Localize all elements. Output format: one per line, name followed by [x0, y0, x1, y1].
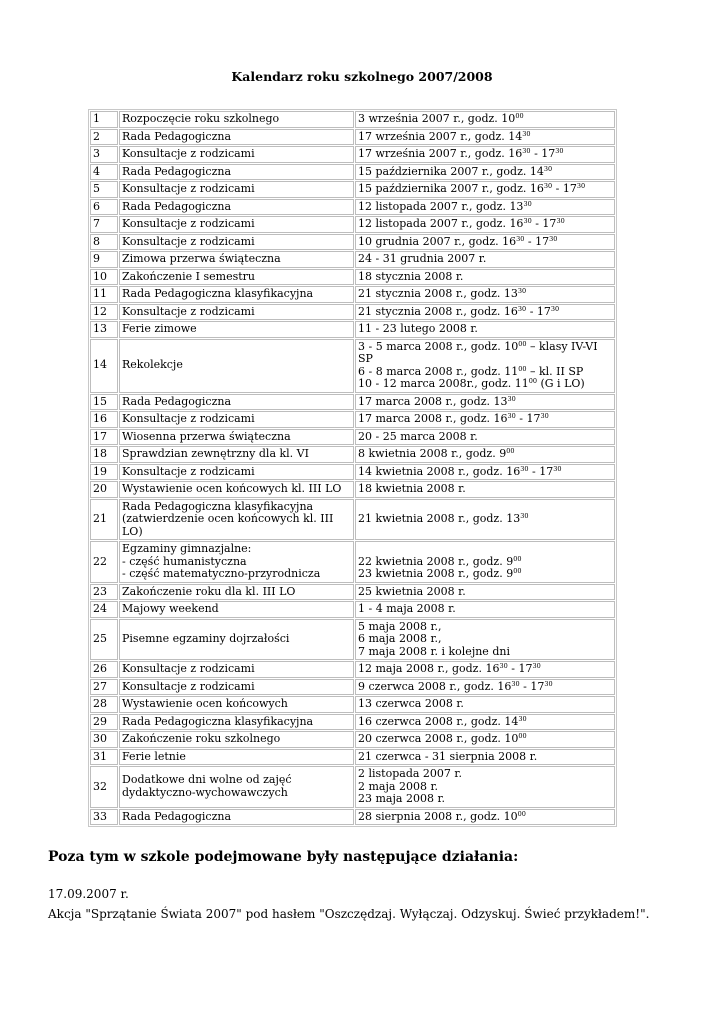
date-line: 17 września 2007 r., godz. $14^{30}$ [358, 129, 531, 143]
time-minutes: 00 [528, 377, 537, 385]
date-line: 22 kwietnia 2008 r., godz. $9^{00}$ [358, 554, 522, 568]
date-line: 25 kwietnia 2008 r. [358, 584, 466, 598]
date-line: 16 czerwca 2008 r., godz. $14^{30}$ [358, 714, 527, 728]
table-row [90, 619, 615, 661]
date-line: 7 maja 2008 r. i kolejne dni [358, 644, 510, 658]
table-row [90, 464, 615, 481]
date-line: 6 - 8 marca 2008 r., godz. $11^{00}$ – kl. II SP [358, 364, 584, 378]
event-line: Konsultacje z rodzicami [122, 147, 255, 160]
date-line: 23 kwietnia 2008 r., godz. $9^{00}$ [358, 567, 522, 580]
event-date [355, 411, 615, 428]
date-line: 12 listopada 2007 r., godz. $13^{30}$ [358, 199, 532, 213]
row-number: 3 [90, 146, 118, 163]
event-date [355, 766, 615, 808]
activity-description: Akcja "Sprzątanie Świata 2007" pod hasłem "Oszczędzaj. Wyłączaj. Odzyskuj. Świeć przykładem!". [48, 907, 650, 921]
time-minutes: 30 [532, 662, 541, 670]
date-line: 8 kwietnia 2008 r., godz. $9^{00}$ [358, 447, 515, 460]
event-name [119, 809, 354, 826]
date-line: 17 marca 2008 r., godz. $16^{30} - 17^{30}$ [358, 412, 549, 425]
date-line: 21 czerwca - 31 sierpnia 2008 r. [358, 749, 538, 763]
event-date [355, 286, 615, 303]
table-row [90, 731, 615, 748]
date-line: 18 stycznia 2008 r. [358, 269, 464, 283]
date-line: 3 września 2007 r., godz. $10^{00}$ [358, 112, 524, 125]
date-line: 14 kwietnia 2008 r., godz. $16^{30} - 17^{30}$ [358, 464, 562, 478]
date-line: 21 stycznia 2008 r., godz. $16^{30} - 17^{30}$ [358, 304, 560, 318]
date-line: 15 października 2007 r., godz. $14^{30}$ [358, 164, 553, 178]
time-minutes: 30 [540, 412, 549, 420]
time-minutes: 30 [516, 234, 525, 243]
event-line: Rada Pedagogiczna [122, 129, 232, 143]
row-number: 17 [90, 429, 118, 446]
table-row [90, 584, 615, 601]
event-line: Ferie zimowe [122, 322, 197, 335]
event-line: Egzaminy gimnazjalne: [122, 542, 252, 555]
time-minutes: 30 [544, 679, 553, 688]
event-date [355, 464, 615, 481]
event-name [119, 146, 354, 163]
row-number: 7 [90, 216, 118, 233]
date-line: 12 listopada 2007 r., godz. $16^{30} - 17^{30}$ [358, 217, 565, 230]
row-number: 27 [90, 679, 118, 696]
event-date [355, 749, 615, 766]
event-name [119, 661, 354, 678]
event-line: Rada Pedagogiczna klasyfikacyjna [122, 714, 314, 728]
row-number: 19 [90, 464, 118, 481]
row-number: 31 [90, 749, 118, 766]
table-row [90, 146, 615, 163]
date-line: 17 marca 2008 r., godz. $13^{30}$ [358, 394, 516, 408]
event-date [355, 199, 615, 216]
table-row [90, 601, 615, 618]
event-date [355, 731, 615, 748]
event-line: Wiosenna przerwa świąteczna [122, 429, 291, 443]
time-minutes: 30 [522, 147, 531, 155]
time-minutes: 30 [550, 304, 560, 313]
event-line: Konsultacje z rodzicami [122, 464, 255, 478]
event-date [355, 394, 615, 411]
row-number: 11 [90, 286, 118, 303]
event-line: (zatwierdzenie ocen końcowych kl. III LO) [122, 512, 334, 538]
time-minutes: 30 [517, 287, 527, 295]
time-minutes: 00 [518, 339, 527, 348]
time-minutes: 00 [513, 567, 522, 575]
event-name [119, 394, 354, 411]
event-name [119, 111, 354, 128]
event-date [355, 164, 615, 181]
activity-date: 17.09.2007 r. [48, 887, 129, 901]
event-line: Zimowa przerwa świąteczna [122, 252, 281, 265]
row-number: 16 [90, 411, 118, 428]
event-line: Majowy weekend [122, 602, 219, 615]
table-row [90, 696, 615, 713]
date-line: 6 maja 2008 r., [358, 632, 442, 645]
time-minutes: 30 [517, 304, 527, 313]
time-minutes: 00 [513, 554, 522, 563]
event-name [119, 411, 354, 428]
calendar-table-body [90, 111, 615, 825]
event-name [119, 481, 354, 498]
event-name [119, 446, 354, 463]
event-line: - część matematyczno-przyrodnicza [122, 567, 321, 580]
row-number: 2 [90, 129, 118, 146]
table-row [90, 269, 615, 286]
event-line: Konsultacje z rodzicami [122, 217, 255, 230]
table-row [90, 251, 615, 268]
table-row [90, 499, 615, 541]
row-number: 4 [90, 164, 118, 181]
date-line: 21 kwietnia 2008 r., godz. $13^{30}$ [358, 512, 529, 525]
time-minutes: 30 [518, 714, 527, 723]
row-number: 25 [90, 619, 118, 661]
time-minutes: 00 [517, 809, 526, 818]
event-date [355, 809, 615, 826]
event-date [355, 601, 615, 618]
time-minutes: 30 [499, 662, 508, 670]
time-minutes: 30 [523, 217, 532, 225]
event-name [119, 216, 354, 233]
event-line: Konsultacje z rodzicami [122, 662, 255, 675]
row-number: 29 [90, 714, 118, 731]
time-minutes: 30 [576, 182, 586, 190]
date-line: 10 grudnia 2007 r., godz. $16^{30} - 17^{30}$ [358, 234, 558, 248]
time-minutes: 30 [549, 234, 558, 243]
row-number: 30 [90, 731, 118, 748]
event-line: Rada Pedagogiczna [122, 164, 232, 178]
table-row [90, 809, 615, 826]
event-date [355, 619, 615, 661]
event-line: Dodatkowe dni wolne od zajęć [122, 773, 292, 787]
event-date [355, 304, 615, 321]
time-minutes: 30 [543, 182, 553, 190]
row-number: 8 [90, 234, 118, 251]
time-minutes: 30 [511, 679, 520, 688]
time-minutes: 00 [518, 732, 527, 740]
event-date [355, 146, 615, 163]
event-date [355, 481, 615, 498]
table-row [90, 541, 615, 583]
date-line: 12 maja 2008 r., godz. $16^{30} - 17^{30}$ [358, 662, 541, 675]
event-line: Sprawdzian zewnętrzny dla kl. VI [122, 447, 309, 460]
row-number: 14 [90, 339, 118, 393]
date-line [358, 543, 612, 556]
date-line: 5 maja 2008 r., [358, 619, 442, 633]
event-line: Pisemne egzaminy dojrzałości [122, 632, 290, 645]
event-name [119, 541, 354, 583]
table-row [90, 304, 615, 321]
school-calendar-table [88, 109, 617, 827]
time-minutes: 30 [523, 199, 532, 208]
event-line: Zakończenie roku dla kl. III LO [122, 584, 296, 598]
date-line: 24 - 31 grudnia 2007 r. [358, 252, 487, 265]
event-date [355, 111, 615, 128]
time-minutes: 00 [515, 112, 524, 120]
table-row [90, 714, 615, 731]
event-name [119, 129, 354, 146]
event-name [119, 679, 354, 696]
time-minutes: 30 [553, 464, 562, 473]
row-number: 21 [90, 499, 118, 541]
row-number: 6 [90, 199, 118, 216]
event-line: Rekolekcje [122, 358, 183, 372]
row-number: 33 [90, 809, 118, 826]
table-row [90, 481, 615, 498]
date-line: 23 maja 2008 r. [358, 792, 445, 805]
event-name [119, 304, 354, 321]
event-name [119, 164, 354, 181]
date-line: 2 listopada 2007 r. [358, 767, 462, 780]
event-line: dydaktyczno-wychowawczych [122, 785, 288, 799]
event-date [355, 429, 615, 446]
table-row [90, 429, 615, 446]
event-line: Rada Pedagogiczna klasyfikacyjna [122, 499, 314, 513]
row-number: 9 [90, 251, 118, 268]
date-line: 17 września 2007 r., godz. $16^{30} - 17^{30}$ [358, 147, 564, 160]
row-number: 15 [90, 394, 118, 411]
row-number: 22 [90, 541, 118, 583]
event-line: Konsultacje z rodzicami [122, 304, 255, 318]
time-minutes: 30 [522, 129, 531, 138]
event-date [355, 269, 615, 286]
table-row [90, 766, 615, 808]
event-line: Rozpoczęcie roku szkolnego [122, 112, 280, 125]
event-name [119, 269, 354, 286]
event-date [355, 541, 615, 583]
event-date [355, 499, 615, 541]
event-name [119, 731, 354, 748]
event-line: Rada Pedagogiczna [122, 394, 232, 408]
time-minutes: 30 [555, 147, 564, 155]
event-line: Konsultacje z rodzicami [122, 679, 255, 693]
date-line: 9 czerwca 2008 r., godz. $16^{30} - 17^{30}$ [358, 679, 553, 693]
time-minutes: 00 [518, 364, 527, 373]
event-date [355, 321, 615, 338]
date-line: 20 - 25 marca 2008 r. [358, 429, 478, 443]
date-line: 13 czerwca 2008 r. [358, 697, 464, 710]
date-line: 28 sierpnia 2008 r., godz. $10^{00}$ [358, 809, 526, 823]
event-date [355, 129, 615, 146]
row-number: 24 [90, 601, 118, 618]
event-name [119, 499, 354, 541]
row-number: 1 [90, 111, 118, 128]
event-name [119, 199, 354, 216]
event-date [355, 584, 615, 601]
date-line: 11 - 23 lutego 2008 r. [358, 322, 478, 335]
row-number: 18 [90, 446, 118, 463]
time-minutes: 30 [556, 217, 565, 225]
event-date [355, 216, 615, 233]
event-line: Rada Pedagogiczna klasyfikacyjna [122, 287, 314, 300]
table-row [90, 129, 615, 146]
event-date [355, 679, 615, 696]
date-line: 2 maja 2008 r. [358, 779, 438, 793]
date-line: 20 czerwca 2008 r., godz. $10^{00}$ [358, 732, 527, 745]
event-date [355, 714, 615, 731]
event-name [119, 601, 354, 618]
event-date [355, 181, 615, 198]
event-name [119, 464, 354, 481]
row-number: 26 [90, 661, 118, 678]
event-date [355, 234, 615, 251]
table-row [90, 661, 615, 678]
event-name [119, 286, 354, 303]
event-name [119, 321, 354, 338]
date-line: 15 października 2007 r., godz. $16^{30} - 17^{30}$ [358, 182, 586, 195]
row-number: 32 [90, 766, 118, 808]
table-row [90, 446, 615, 463]
row-number: 20 [90, 481, 118, 498]
event-line: Konsultacje z rodzicami [122, 182, 255, 195]
event-name [119, 339, 354, 393]
event-name [119, 181, 354, 198]
time-minutes: 30 [543, 164, 553, 173]
event-name [119, 619, 354, 661]
table-row [90, 234, 615, 251]
table-row [90, 199, 615, 216]
event-name [119, 429, 354, 446]
table-row [90, 321, 615, 338]
row-number: 10 [90, 269, 118, 286]
event-line: - część humanistyczna [122, 554, 247, 568]
table-row [90, 286, 615, 303]
event-line: Rada Pedagogiczna [122, 199, 232, 213]
table-row [90, 181, 615, 198]
date-line: 3 - 5 marca 2008 r., godz. $10^{00}$ – klasy IV-VI SP [358, 339, 598, 365]
event-line: Konsultacje z rodzicami [122, 412, 255, 425]
event-name [119, 766, 354, 808]
date-line: 21 stycznia 2008 r., godz. $13^{30}$ [358, 287, 527, 300]
event-name [119, 749, 354, 766]
time-minutes: 30 [507, 394, 516, 403]
event-name [119, 584, 354, 601]
document-title: Kalendarz roku szkolnego 2007/2008 [231, 69, 493, 84]
section-heading: Poza tym w szkole podejmowane były następujące działania: [48, 849, 519, 865]
row-number: 23 [90, 584, 118, 601]
time-minutes: 30 [520, 512, 529, 520]
event-date [355, 661, 615, 678]
event-line: Konsultacje z rodzicami [122, 234, 255, 248]
table-row [90, 679, 615, 696]
event-line: Wystawienie ocen końcowych [122, 697, 288, 710]
event-date [355, 251, 615, 268]
event-name [119, 234, 354, 251]
event-name [119, 251, 354, 268]
event-name [119, 714, 354, 731]
table-row [90, 749, 615, 766]
date-line: 10 - 12 marca 2008r., godz. $11^{00}$ (G i LO) [358, 377, 585, 390]
time-minutes: 30 [520, 464, 529, 473]
event-date [355, 696, 615, 713]
event-date [355, 446, 615, 463]
event-date [355, 339, 615, 393]
row-number: 5 [90, 181, 118, 198]
time-minutes: 00 [506, 447, 515, 455]
table-row [90, 164, 615, 181]
table-row [90, 394, 615, 411]
row-number: 28 [90, 696, 118, 713]
event-name [119, 696, 354, 713]
event-line: Ferie letnie [122, 749, 186, 763]
event-line: Rada Pedagogiczna [122, 809, 232, 823]
time-minutes: 30 [507, 412, 516, 420]
table-row [90, 411, 615, 428]
row-number: 12 [90, 304, 118, 321]
event-line: Wystawienie ocen końcowych kl. III LO [122, 482, 342, 495]
event-line: Zakończenie roku szkolnego [122, 732, 281, 745]
date-line: 1 - 4 maja 2008 r. [358, 602, 456, 615]
date-line: 18 kwietnia 2008 r. [358, 482, 466, 495]
event-line: Zakończenie I semestru [122, 269, 255, 283]
table-row [90, 111, 615, 128]
table-row [90, 339, 615, 393]
row-number: 13 [90, 321, 118, 338]
table-row [90, 216, 615, 233]
